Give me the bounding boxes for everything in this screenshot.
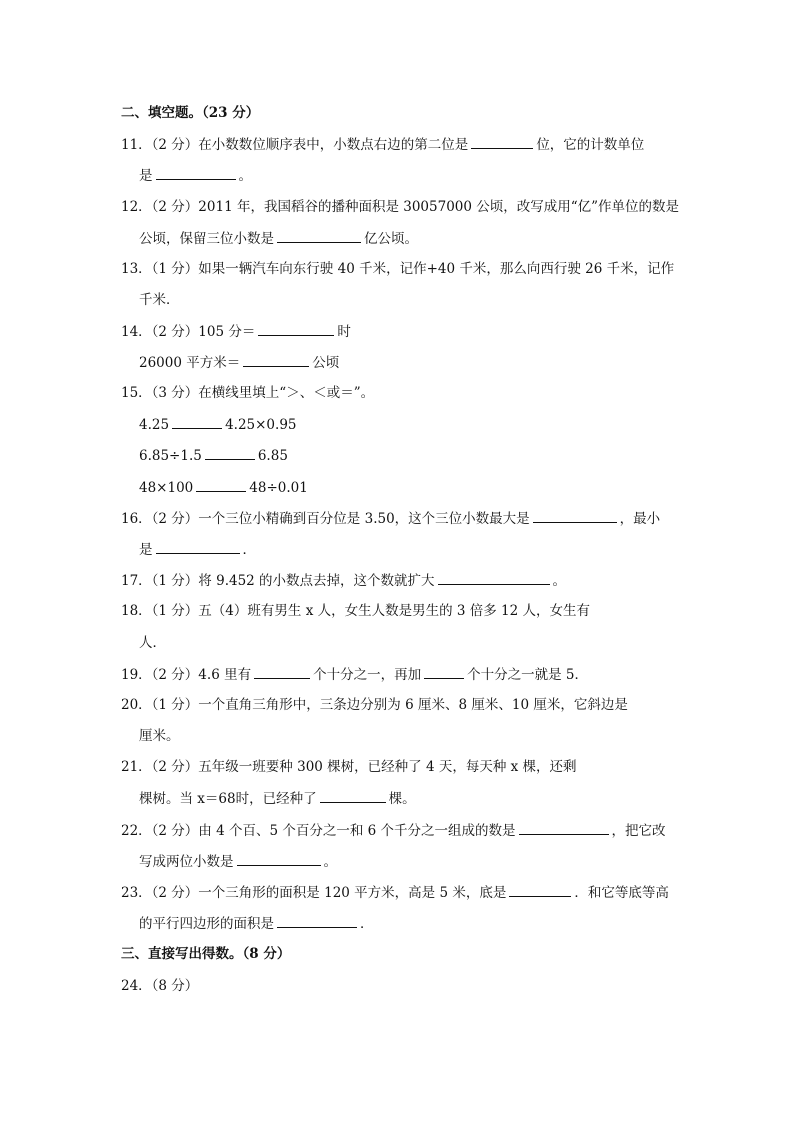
q16-line2 <box>139 540 256 559</box>
q16-text-c: 是 <box>139 542 153 558</box>
q14-text-b: 时 <box>337 324 351 340</box>
q14-blank-1[interactable] <box>258 322 334 336</box>
q23-text-b: ．和它等底等高 <box>574 885 669 901</box>
q21-line1 <box>121 758 577 776</box>
q21-blank-1[interactable] <box>320 789 386 803</box>
q15-text-a: 15．（3 分）在横线里填上“＞、＜或＝”。 <box>121 385 375 401</box>
q11-text-a: 11．（2 分）在小数数位顺序表中，小数点右边的第二位是 <box>121 137 469 153</box>
q16-text-d: ． <box>242 542 256 558</box>
q14-text-a: 14．（2 分）105 分＝ <box>121 324 256 340</box>
q19-text-c: 个十分之一就是 5． <box>467 667 588 683</box>
q16-line1 <box>121 509 660 528</box>
q23-blank-2[interactable] <box>277 914 357 928</box>
q18-text-b: 人． <box>139 635 166 651</box>
section2-heading: 二、填空题。（23 分） <box>121 105 260 121</box>
q17-text-b: 。 <box>552 573 567 589</box>
q17-text-a: 17．（1 分）将 9.452 的小数点去掉，这个数就扩大 <box>121 573 435 589</box>
q15-blank-1[interactable] <box>172 415 222 429</box>
section3-heading: 三、直接写出得数。（8 分） <box>121 946 291 962</box>
q23-text-d: ． <box>360 916 374 932</box>
q13-line1 <box>121 260 674 278</box>
q11-blank-1[interactable] <box>471 135 533 149</box>
q20-text-a: 20．（1 分）一个直角三角形中，三条边分别为 6 厘米、8 厘米、10 厘米，它斜边是 <box>121 697 628 713</box>
q24-line1: 24．（8 分） <box>121 978 199 994</box>
q18-text-a: 18．（1 分）五（4）班有男生 x 人，女生人数是男生的 3 倍多 12 人，女生有 <box>121 603 591 619</box>
q11-blank-2[interactable] <box>156 166 236 180</box>
q13-text-b: 千米． <box>139 292 180 308</box>
q11-line1 <box>121 135 644 154</box>
q18-line2 <box>139 634 166 652</box>
q16-text-a: 16．（2 分）一个三位小精确到百分位是 3.50，这个三位小数最大是 <box>121 511 530 527</box>
q22-text-a: 22．（2 分）由 4 个百、5 个百分之一和 6 个千分之一组成的数是 <box>121 823 516 839</box>
q19-blank-1[interactable] <box>254 665 310 679</box>
q14-line2 <box>139 353 339 372</box>
q11-text-d: 。 <box>238 168 252 184</box>
q14-text-d: 公顷 <box>312 355 340 371</box>
q16-blank-2[interactable] <box>156 540 240 554</box>
q22-text-c: 写成两位小数是 <box>139 854 234 870</box>
q23-line1 <box>121 883 669 902</box>
q20-text-b: 厘米。 <box>139 728 180 744</box>
q15-r3-right: 48÷0.01 <box>249 480 308 496</box>
q11-text-b: 位，它的计数单位 <box>536 137 645 153</box>
q20-line2 <box>139 727 180 745</box>
q13-line2 <box>139 291 180 309</box>
q15-r1-left: 4.25 <box>139 417 170 433</box>
q11-line2 <box>139 166 252 185</box>
q12-text-b: 公顷，保留三位小数是 <box>139 231 274 247</box>
q22-blank-1[interactable] <box>519 821 609 835</box>
q18-line1 <box>121 602 590 620</box>
q11-text-c: 是 <box>139 168 153 184</box>
q12-blank-1[interactable] <box>277 229 361 243</box>
q19-line1 <box>121 665 588 684</box>
q15-r3-left: 48×100 <box>139 480 194 496</box>
q22-text-b: ，把它改 <box>611 823 666 839</box>
q23-text-a: 23．（2 分）一个三角形的面积是 120 平方米，高是 5 米，底是 <box>121 885 507 901</box>
q15-row2 <box>139 446 288 465</box>
q19-blank-2[interactable] <box>424 665 464 679</box>
q15-blank-2[interactable] <box>205 446 255 460</box>
q23-line2 <box>139 914 374 933</box>
q14-text-c: 26000 平方米＝ <box>139 355 241 371</box>
q21-text-c: 棵。 <box>388 791 416 807</box>
q14-blank-2[interactable] <box>243 353 309 367</box>
q22-blank-2[interactable] <box>237 852 321 866</box>
q15-line1 <box>121 384 374 402</box>
q19-text-a: 19．（2 分）4.6 里有 <box>121 667 252 683</box>
q16-blank-1[interactable] <box>533 509 617 523</box>
q14-line1 <box>121 322 351 341</box>
q17-line1 <box>121 571 566 590</box>
q15-r1-right: 4.25×0.95 <box>225 417 297 433</box>
q20-line1 <box>121 696 628 714</box>
q21-line2 <box>139 789 416 808</box>
q19-text-b: 个十分之一，再加 <box>313 667 422 683</box>
q23-text-c: 的平行四边形的面积是 <box>139 916 274 932</box>
q17-blank-1[interactable] <box>438 571 550 585</box>
q22-line1 <box>121 821 666 840</box>
q15-r2-left: 6.85÷1.5 <box>139 448 202 464</box>
q23-blank-1[interactable] <box>509 883 571 897</box>
q15-r2-right: 6.85 <box>257 448 288 464</box>
q22-text-d: 。 <box>323 854 337 870</box>
q16-text-b: ，最小 <box>619 511 661 527</box>
q22-line2 <box>139 852 337 871</box>
q12-line2 <box>139 229 418 248</box>
q21-text-b: 棵树。当 x＝68时，已经种了 <box>139 791 317 807</box>
q21-text-a: 21．（2 分）五年级一班要种 300 棵树，已经种了 4 天，每天种 x 棵，还剩 <box>121 759 577 775</box>
q15-row3 <box>139 478 308 497</box>
q12-line1 <box>121 198 679 216</box>
q13-text-a: 13．（1 分）如果一辆汽车向东行驶 40 千米，记作+40 千米，那么向西行驶 26 千米，记作 <box>121 261 675 277</box>
q15-blank-3[interactable] <box>196 478 246 492</box>
q12-text-c: 亿公顷。 <box>364 231 418 247</box>
q12-text-a: 12．（2 分）2011 年，我国稻谷的播种面积是 30057000 公顷，改写成用“亿”作单位的数是 <box>121 199 680 215</box>
q15-row1 <box>139 415 297 434</box>
